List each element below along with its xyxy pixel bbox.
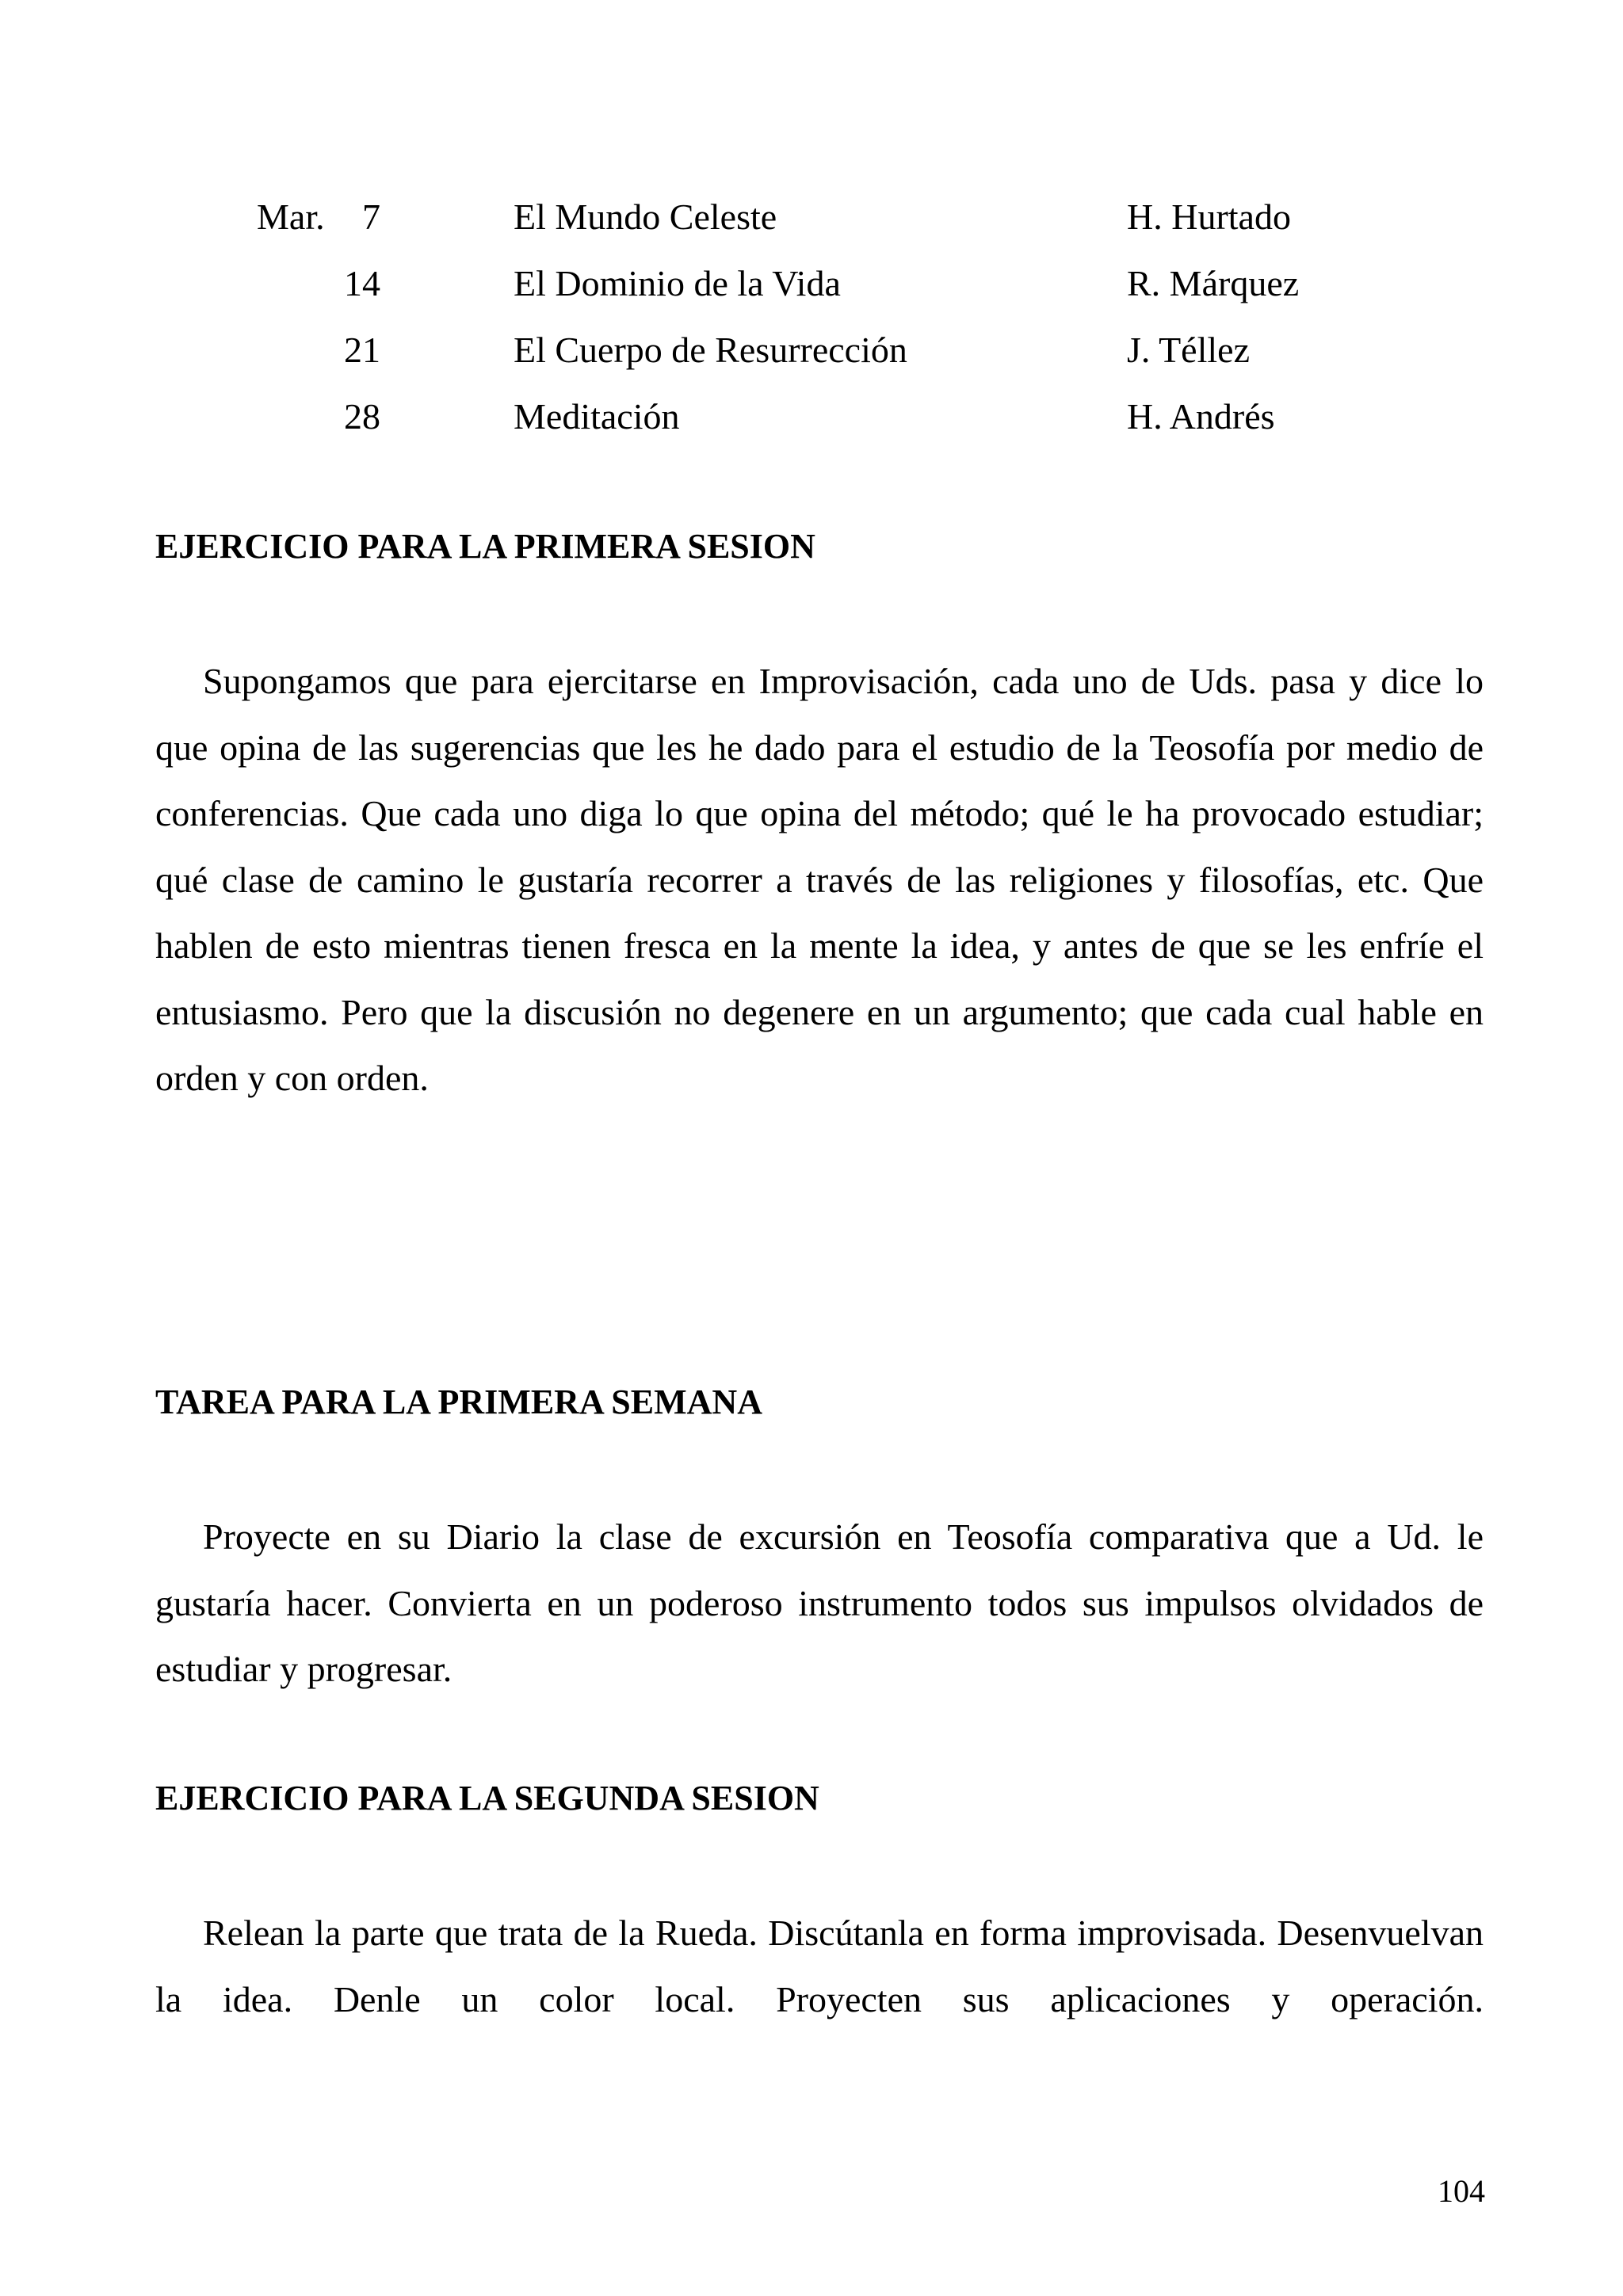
schedule-row bbox=[0, 391, 1623, 458]
schedule-author: J. Téllez bbox=[1127, 330, 1250, 370]
schedule-day: 28 bbox=[344, 396, 380, 437]
schedule-month: Mar. bbox=[257, 196, 325, 237]
schedule-day: 21 bbox=[344, 330, 380, 370]
lecture-schedule bbox=[0, 192, 1623, 458]
section-heading-second-session: EJERCICIO PARA LA SEGUNDA SESION bbox=[155, 1779, 819, 1817]
schedule-row bbox=[0, 325, 1623, 391]
schedule-day: 7 bbox=[362, 196, 380, 237]
schedule-title: El Cuerpo de Resurrección bbox=[514, 330, 907, 370]
section-paragraph-first-session: Supongamos que para ejercitarse en Improvisación, cada uno de Uds. pasa y dice lo que opina de las sugerencias que les he dado para el estudio de la Teosofía por medio de conferencias. Que cada uno diga lo que opina del método; qué le ha provocado estudiar; qué clase de camino le gustaría recorrer a través de las religiones y filosofías, etc. Que hablen de esto mientras tienen fresca en la mente la idea, y antes de que se les enfríe el entusiasmo. Pero que la discusión no degenere en un argumento; que cada cual hable en orden y con orden. bbox=[155, 661, 1484, 1098]
section-heading-first-session: EJERCICIO PARA LA PRIMERA SESION bbox=[155, 527, 815, 566]
schedule-row bbox=[0, 258, 1623, 325]
schedule-author: H. Andrés bbox=[1127, 396, 1275, 437]
section-paragraph-second-session: Relean la parte que trata de la Rueda. Discútanla en forma improvisada. Desenvuelvan la idea. Denle un color local. Proyecten sus aplicaciones y operación. bbox=[155, 1913, 1484, 2019]
schedule-day: 14 bbox=[344, 263, 380, 303]
schedule-row bbox=[0, 192, 1623, 258]
schedule-title: El Dominio de la Vida bbox=[514, 263, 841, 303]
schedule-author: H. Hurtado bbox=[1127, 196, 1291, 237]
schedule-title: Meditación bbox=[514, 396, 680, 437]
schedule-author: R. Márquez bbox=[1127, 263, 1300, 303]
page-number: 104 bbox=[1438, 2173, 1485, 2209]
section-paragraph-first-week: Proyecte en su Diario la clase de excursión en Teosofía comparativa que a Ud. le gustaría hacer. Convierta en un poderoso instrumento todos sus impulsos olvidados de estudiar y progresar. bbox=[155, 1516, 1484, 1689]
section-heading-first-week: TAREA PARA LA PRIMERA SEMANA bbox=[155, 1383, 762, 1421]
schedule-title: El Mundo Celeste bbox=[514, 196, 777, 237]
